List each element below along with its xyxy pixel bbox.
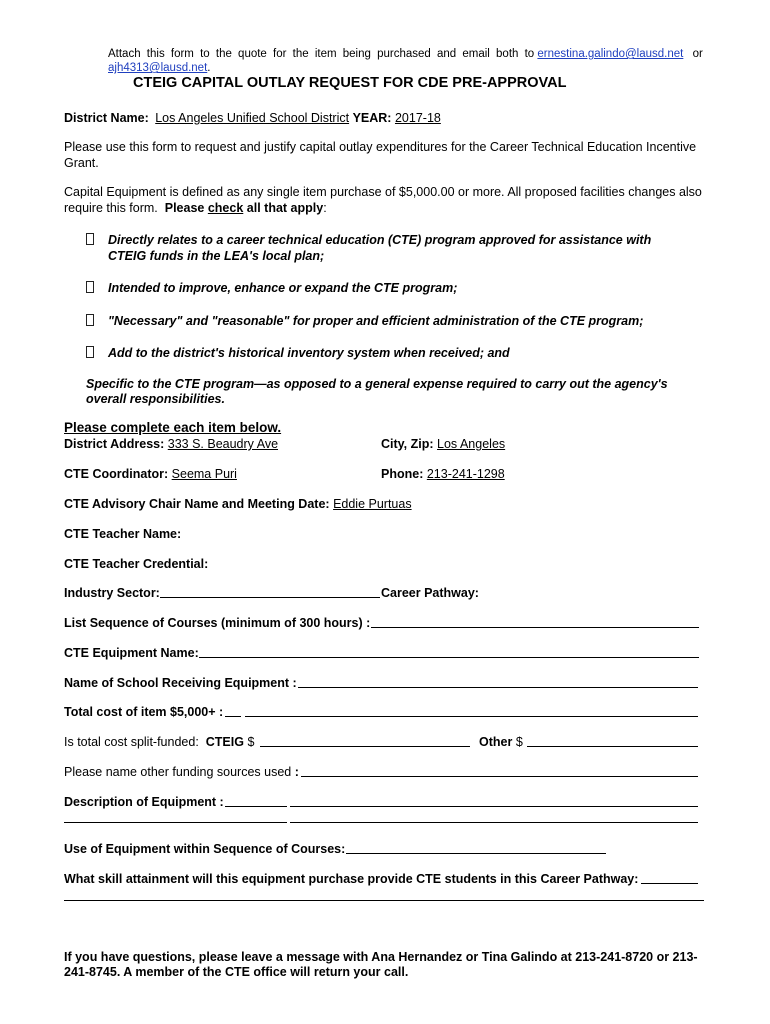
split-funded-field bbox=[64, 734, 254, 750]
courses-label: List Sequence of Courses (minimum of 300 hours) : bbox=[64, 616, 371, 630]
cteig-dollar: $ bbox=[247, 735, 255, 749]
coordinator-label: CTE Coordinator: bbox=[64, 467, 169, 481]
description-line-short[interactable] bbox=[225, 806, 287, 807]
district-address-field bbox=[64, 436, 278, 452]
other-dollar: $ bbox=[515, 735, 523, 749]
section-heading: Please complete each item below. bbox=[64, 420, 282, 435]
total-cost-label: Total cost of item $5,000+ : bbox=[64, 705, 224, 719]
advisory-value[interactable]: Eddie Purtuas bbox=[333, 497, 412, 511]
page-title: CTEIG CAPITAL OUTLAY REQUEST FOR CDE PRE-APPROVAL bbox=[133, 75, 567, 91]
year-value: 2017-18 bbox=[394, 111, 441, 125]
cteig-amount-line[interactable] bbox=[260, 746, 470, 747]
teacher-name-label: CTE Teacher Name: bbox=[64, 527, 182, 541]
checkbox-icon[interactable] bbox=[86, 346, 94, 358]
checklist-item-line1: Intended to improve, enhance or expand the CTE program; bbox=[108, 281, 458, 295]
email-link-ajh[interactable]: ajh4313@lausd.net bbox=[108, 62, 208, 74]
description-label: Description of Equipment : bbox=[64, 795, 224, 809]
specific-line1: Specific to the CTE program—as opposed to a general expense required to carry out the agency's bbox=[86, 377, 668, 391]
industry-sector-label: Industry Sector: bbox=[64, 586, 160, 600]
city-zip-field bbox=[381, 436, 505, 452]
advisory-field bbox=[64, 496, 412, 512]
phone-value[interactable]: 213-241-1298 bbox=[426, 467, 505, 481]
other-label: Other bbox=[479, 735, 513, 749]
use-of-equipment-label: Use of Equipment within Sequence of Courses: bbox=[64, 842, 346, 856]
use-of-equipment-line[interactable] bbox=[346, 853, 606, 854]
phone-field bbox=[381, 466, 505, 482]
checkbox-icon[interactable] bbox=[86, 281, 94, 293]
checklist-item-line2: CTEIG funds in the LEA's local plan; bbox=[108, 249, 325, 263]
checklist-item-line1: Directly relates to a career technical education (CTE) program approved for assistance with bbox=[108, 233, 652, 247]
description-line-2a[interactable] bbox=[64, 822, 287, 823]
intro2-colon: : bbox=[323, 201, 327, 215]
attach-instruction bbox=[108, 47, 703, 62]
or-text: or bbox=[692, 48, 703, 60]
funding-sources-line[interactable] bbox=[301, 776, 698, 777]
school-label: Name of School Receiving Equipment : bbox=[64, 676, 297, 690]
total-cost-line-short[interactable] bbox=[225, 716, 241, 717]
district-name-value: Los Angeles Unified School District bbox=[155, 111, 350, 125]
checkbox-icon[interactable] bbox=[86, 233, 94, 245]
funding-sources-colon: : bbox=[294, 765, 299, 779]
description-line-2b[interactable] bbox=[290, 822, 698, 823]
equipment-name-label: CTE Equipment Name: bbox=[64, 646, 199, 660]
footer-contact-line1: If you have questions, please leave a message with Ana Hernandez or Tina Galindo at 213-241-8720 or 213- bbox=[64, 950, 698, 964]
other-amount-line[interactable] bbox=[527, 746, 698, 747]
district-name-label: District Name: bbox=[64, 111, 149, 125]
city-zip-label: City, Zip: bbox=[381, 437, 434, 451]
city-zip-value[interactable]: Los Angeles bbox=[437, 437, 506, 451]
year-label: YEAR: bbox=[352, 111, 392, 125]
phone-label: Phone: bbox=[381, 467, 424, 481]
industry-sector-line[interactable] bbox=[160, 597, 380, 598]
description-line[interactable] bbox=[290, 806, 698, 807]
school-line[interactable] bbox=[298, 687, 698, 688]
total-cost-line[interactable] bbox=[245, 716, 698, 717]
skill-attainment-label: What skill attainment will this equipment purchase provide CTE students in this Career Pathway: bbox=[64, 872, 639, 886]
equipment-name-line[interactable] bbox=[199, 657, 699, 658]
intro-paragraph-1: Please use this form to request and justify capital outlay expenditures for the Career Technical Education Incentive Grant. bbox=[64, 140, 697, 170]
intro2-please: Please bbox=[164, 201, 205, 215]
coordinator-field bbox=[64, 466, 237, 482]
career-pathway-label: Career Pathway: bbox=[381, 586, 479, 600]
district-line bbox=[64, 110, 441, 126]
intro-paragraph-2 bbox=[64, 184, 724, 216]
split-funded-label: Is total cost split-funded: bbox=[64, 735, 199, 749]
checklist-item-line1: Add to the district's historical inventory system when received; and bbox=[108, 346, 510, 360]
footer-contact-line2: 241-8745. A member of the CTE office will return your call. bbox=[64, 965, 409, 979]
intro2-check: check bbox=[207, 201, 244, 215]
courses-line[interactable] bbox=[371, 627, 699, 628]
district-address-label: District Address: bbox=[64, 437, 165, 451]
coordinator-value[interactable]: Seema Puri bbox=[171, 467, 237, 481]
district-address-value[interactable]: 333 S. Beaudry Ave bbox=[167, 437, 279, 451]
attach-text: Attach this form to the quote for the item being purchased and email both to bbox=[108, 48, 535, 60]
intro2-text: Capital Equipment is defined as any single item purchase of $5,000.00 or more. All proposed facilities changes also require this form. bbox=[64, 185, 702, 215]
checkbox-icon[interactable] bbox=[86, 314, 94, 326]
advisory-label: CTE Advisory Chair Name and Meeting Date: bbox=[64, 497, 330, 511]
funding-sources-label: Please name other funding sources used bbox=[64, 765, 292, 779]
funding-sources-field bbox=[64, 764, 299, 780]
email2-suffix: . bbox=[207, 62, 211, 74]
intro2-all-apply: all that apply bbox=[246, 201, 324, 215]
teacher-credential-label: CTE Teacher Credential: bbox=[64, 557, 209, 571]
specific-line2: overall responsibilities. bbox=[86, 392, 225, 406]
cteig-label: CTEIG bbox=[205, 735, 244, 749]
other-field bbox=[479, 734, 523, 750]
skill-attainment-line[interactable] bbox=[64, 900, 704, 901]
skill-attainment-line-short[interactable] bbox=[641, 883, 698, 884]
email-link-galindo[interactable]: ernestina.galindo@lausd.net bbox=[537, 48, 684, 60]
checklist-item-line1: "Necessary" and "reasonable" for proper and efficient administration of the CTE program; bbox=[108, 314, 644, 328]
